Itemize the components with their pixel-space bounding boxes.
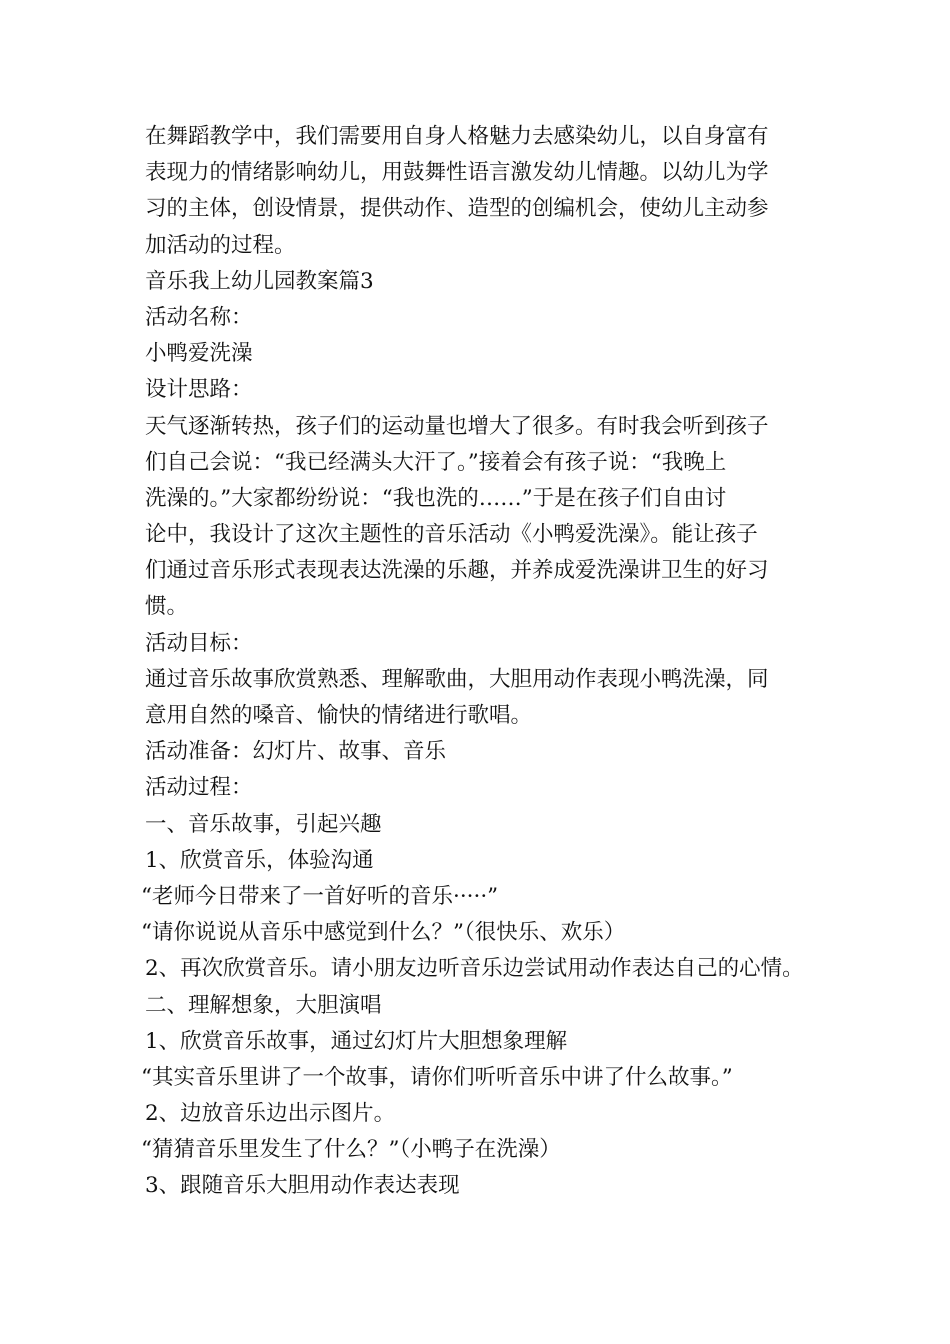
step-item: 1、欣赏音乐故事，通过幻灯片大胆想象理解 <box>145 1028 568 1054</box>
paragraph-line: 意用自然的嗓音、愉快的情绪进行歌唱。 <box>145 703 533 728</box>
paragraph-line: 惯。 <box>145 594 189 620</box>
paragraph-line: 通过音乐故事欣赏熟悉、理解歌曲，大胆用动作表现小鸭洗澡，同 <box>145 666 769 692</box>
quote-line: “猜猜音乐里发生了什么？”（小鸭子在洗澡） <box>141 1137 561 1163</box>
step-item: 2、再次欣赏音乐。请小朋友边听音乐边尝试用动作表达自己的心情。 <box>145 956 804 982</box>
step-item: 3、跟随音乐大胆用动作表达表现 <box>145 1173 460 1199</box>
step-item: 2、边放音乐边出示图片。 <box>145 1101 396 1127</box>
field-label-activity-process: 活动过程： <box>145 775 253 801</box>
paragraph-line: 表现力的情绪影响幼儿，用鼓舞性语言激发幼儿情趣。以幼儿为学 <box>145 160 769 186</box>
step-heading: 一、音乐故事，引起兴趣 <box>145 811 382 837</box>
quote-line: “请你说说从音乐中感觉到什么？”（很快乐、欢乐） <box>141 920 626 946</box>
document-body <box>141 119 835 1205</box>
paragraph-line: 论中，我设计了这次主题性的音乐活动《小鸭爱洗澡》。能让孩子 <box>145 522 758 548</box>
paragraph-line: 们自己会说：“我已经满头大汗了。”接着会有孩子说：“我晚上 <box>145 449 727 475</box>
quote-line: “其实音乐里讲了一个故事，请你们听听音乐中讲了什么故事。” <box>141 1064 733 1090</box>
step-item: 1、欣赏音乐，体验沟通 <box>145 847 374 873</box>
quote-line: “老师今日带来了一首好听的音乐·····” <box>141 883 499 909</box>
activity-name: 小鸭爱洗澡 <box>145 341 253 367</box>
paragraph-line: 习的主体，创设情景，提供动作、造型的创编机会，使幼儿主动参 <box>145 196 769 222</box>
paragraph-line: 洗澡的。”大家都纷纷说：“我也洗的……”于是在孩子们自由讨 <box>145 485 727 511</box>
field-label-activity-goal: 活动目标： <box>145 630 253 656</box>
field-label-design-idea: 设计思路： <box>145 377 253 403</box>
paragraph-line: 加活动的过程。 <box>145 232 296 258</box>
field-label-activity-name: 活动名称： <box>145 304 253 330</box>
paragraph-line: 在舞蹈教学中，我们需要用自身人格魅力去感染幼儿，以自身富有 <box>145 124 769 149</box>
paragraph-line: 们通过音乐形式表现表达洗澡的乐趣，并养成爱洗澡讲卫生的好习 <box>145 558 769 584</box>
paragraph-line: 天气逐渐转热，孩子们的运动量也增大了很多。有时我会听到孩子 <box>145 413 769 439</box>
section-heading: 音乐我上幼儿园教案篇3 <box>145 268 374 294</box>
activity-preparation: 活动准备：幻灯片、故事、音乐 <box>145 739 447 765</box>
step-heading: 二、理解想象，大胆演唱 <box>145 992 382 1018</box>
